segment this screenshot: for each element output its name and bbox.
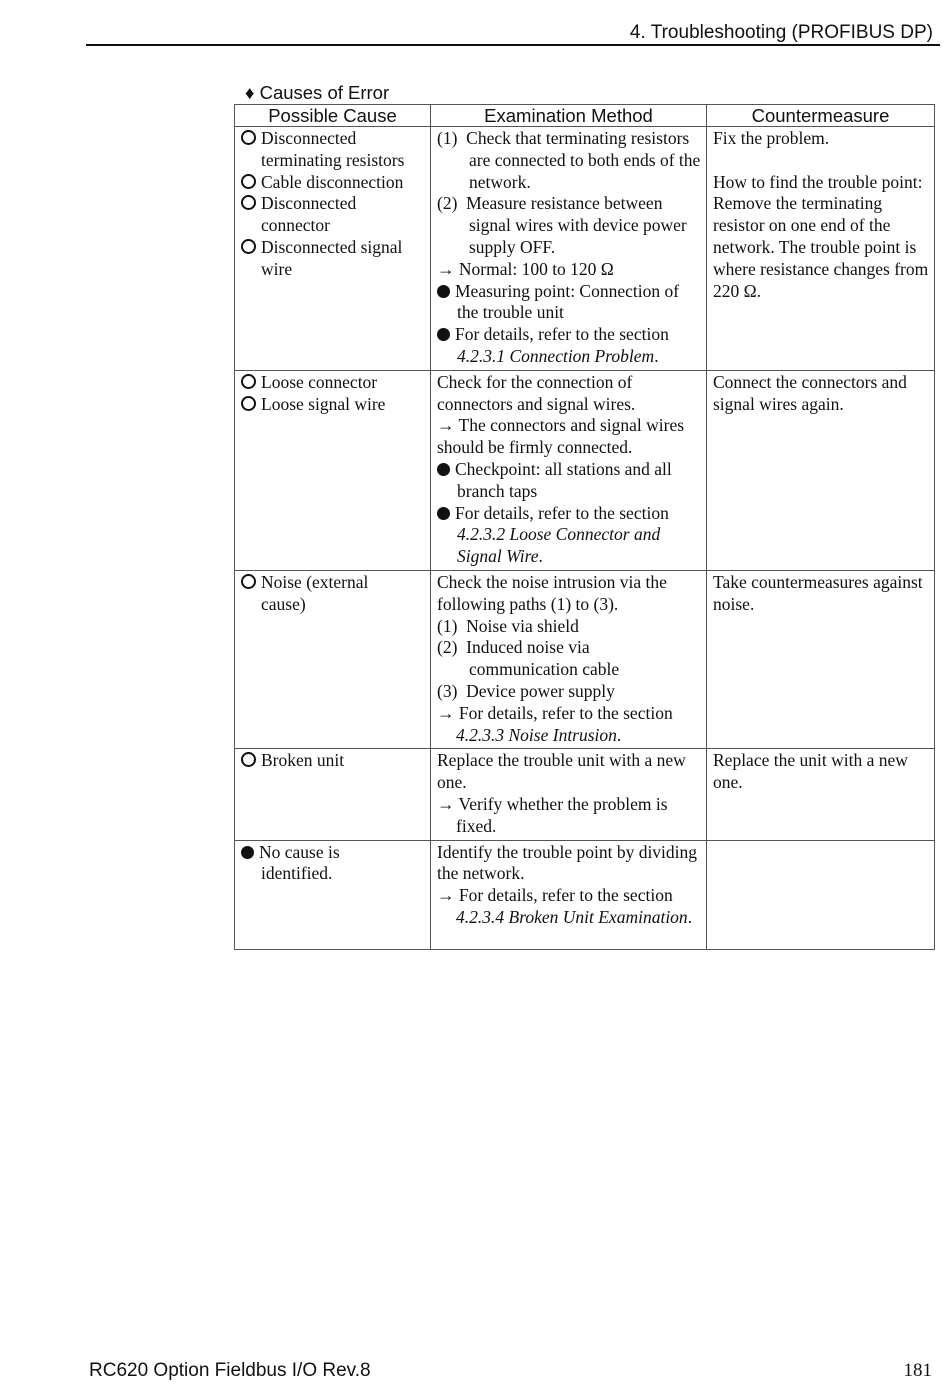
cause-item: Noise (external cause) — [241, 572, 426, 616]
section-title: ♦ Causes of Error — [245, 82, 390, 103]
open-circle-icon — [241, 374, 256, 389]
method-arrow-note: → For details, refer to the section 4.2.3.3 Noise Intrusion. — [437, 702, 673, 745]
filled-circle-icon — [437, 285, 450, 298]
method-arrow-note: → Normal: 100 to 120 Ω — [437, 258, 614, 279]
method-intro: Check for the connection of connectors and signal wires. — [437, 371, 636, 414]
section-reference: 4.2.3.3 Noise Intrusion — [456, 724, 617, 745]
filled-circle-icon — [437, 328, 450, 341]
header-examination-method: Examination Method — [431, 105, 707, 127]
examination-method-cell — [431, 570, 707, 748]
examination-method-cell — [431, 127, 707, 371]
section-reference: 4.2.3.2 Loose Connector and Signal Wire — [457, 524, 661, 567]
open-circle-icon — [241, 396, 256, 411]
method-arrow-note: → The connectors and signal wires should be firmly connected. — [437, 415, 685, 458]
possible-cause-cell — [235, 370, 431, 570]
section-reference: 4.2.3.1 Connection Problem — [457, 345, 655, 366]
filled-circle-icon — [437, 507, 450, 520]
method-bullet: Checkpoint: all stations and all branch taps — [437, 459, 702, 503]
open-circle-icon — [241, 195, 256, 210]
filled-circle-icon — [437, 463, 450, 476]
possible-cause-cell — [235, 570, 431, 748]
header-countermeasure: Countermeasure — [707, 105, 935, 127]
method-arrow-note: → For details, refer to the section 4.2.3.4 Broken Unit Examination. — [437, 885, 693, 927]
countermeasure-text: Remove the terminating resistor on one end of the network. The trouble point is where resistance changes from 220 Ω. — [713, 193, 929, 301]
countermeasure-text: How to find the trouble point: — [713, 171, 923, 192]
open-circle-icon — [241, 752, 256, 767]
method-bullet: For details, refer to the section 4.2.3.1 Connection Problem. — [437, 324, 702, 368]
examination-method-cell — [431, 749, 707, 840]
countermeasure-cell — [707, 127, 935, 371]
method-step: (3) Device power supply — [437, 680, 615, 701]
possible-cause-cell — [235, 840, 431, 949]
method-bullet: Measuring point: Connection of the trouble unit — [437, 281, 702, 325]
method-step: (2) Induced noise via communication cable — [437, 637, 620, 680]
countermeasure-cell — [707, 749, 935, 840]
cause-item: No cause is identified. — [241, 842, 426, 886]
table-header-row — [235, 105, 935, 127]
open-circle-icon — [241, 574, 256, 589]
examination-method-cell — [431, 840, 707, 949]
countermeasure-text: Fix the problem. — [713, 128, 830, 148]
method-intro: Replace the trouble unit with a new one. — [437, 750, 686, 793]
method-step: (2) Measure resistance between signal wires with device power supply OFF. — [437, 193, 687, 257]
open-circle-icon — [241, 174, 256, 189]
countermeasure-text: Take countermeasures against noise. — [713, 571, 923, 614]
table-row — [235, 749, 935, 840]
countermeasure-cell — [707, 840, 935, 949]
examination-method-cell — [431, 370, 707, 570]
countermeasure-text: Connect the connectors and signal wires again. — [713, 371, 907, 414]
method-bullet: For details, refer to the section 4.2.3.2 Loose Connector and Signal Wire. — [437, 503, 702, 568]
open-circle-icon — [241, 130, 256, 145]
countermeasure-text: Replace the unit with a new one. — [713, 750, 908, 793]
page-number: 181 — [903, 1360, 932, 1381]
method-intro: Check the noise intrusion via the following paths (1) to (3). — [437, 571, 667, 614]
open-circle-icon — [241, 239, 256, 254]
cause-item: Disconnected connector — [241, 193, 426, 237]
table-row — [235, 370, 935, 570]
running-header: 4. Troubleshooting (PROFIBUS DP) — [629, 22, 933, 43]
method-intro: Identify the trouble point by dividing the network. — [437, 841, 698, 884]
method-step: (1) Check that terminating resistors are connected to both ends of the network. — [437, 128, 701, 192]
header-rule — [86, 44, 940, 46]
table-row — [235, 840, 935, 949]
causes-of-error-table — [234, 104, 935, 950]
method-arrow-note: → Verify whether the problem is fixed. — [437, 793, 668, 836]
cause-item: Disconnected terminating resistors — [241, 128, 426, 172]
footer-manual-title: RC620 Option Fieldbus I/O Rev.8 — [89, 1360, 371, 1381]
possible-cause-cell — [235, 749, 431, 840]
table-row — [235, 570, 935, 748]
possible-cause-cell — [235, 127, 431, 371]
cause-item: Cable disconnection — [241, 172, 426, 194]
countermeasure-cell — [707, 370, 935, 570]
section-reference: 4.2.3.4 Broken Unit Examination — [456, 906, 688, 927]
cause-item: Disconnected signal wire — [241, 237, 426, 281]
filled-circle-icon — [241, 846, 254, 859]
cause-item: Broken unit — [241, 750, 426, 772]
header-possible-cause: Possible Cause — [235, 105, 431, 127]
table-row — [235, 127, 935, 371]
method-step: (1) Noise via shield — [437, 615, 579, 636]
countermeasure-cell — [707, 570, 935, 748]
cause-item: Loose connector — [241, 372, 426, 394]
cause-item: Loose signal wire — [241, 394, 426, 416]
